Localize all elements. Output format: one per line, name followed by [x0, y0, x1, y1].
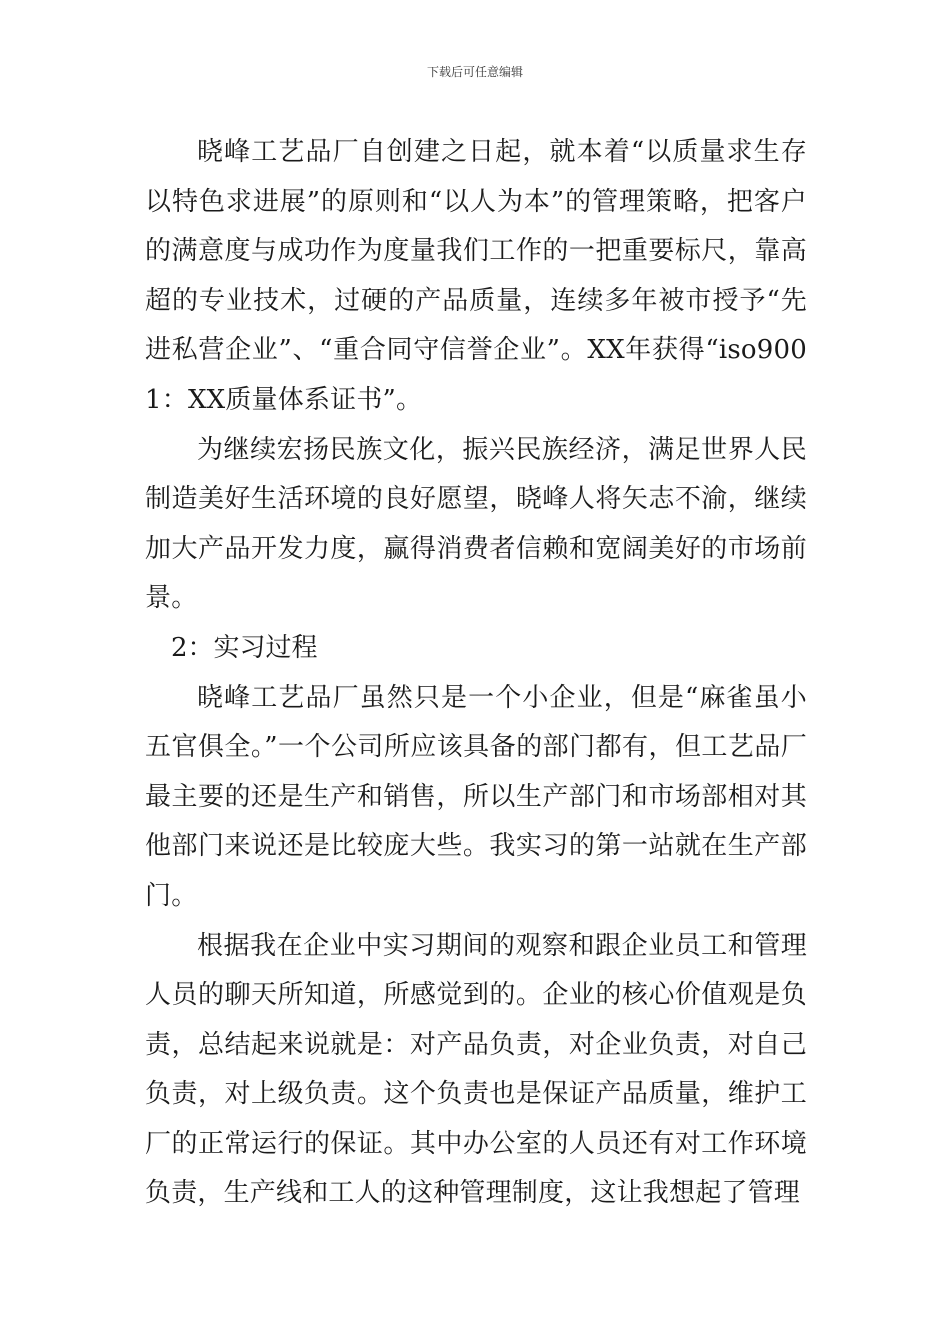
paragraph-core-values: 根据我在企业中实习期间的观察和跟企业员工和管理人员的聊天所知道，所感觉到的。企业的核心价值观是负责，总结起来说就是：对产品负责，对企业负责，对自己负责，对上级负责。这个负责也是保证产品质量，维护工厂的正常运行的保证。其中办公室的人员还有对工作环境负责，生产线和工人的这种管理制度，这让我想起了管理 [145, 930, 807, 1209]
paragraph-departments: 晓峰工艺品厂虽然只是一个小企业，但是“麻雀虽小五官俱全。”一个公司所应该具备的部门都有，但工艺品厂最主要的还是生产和销售，所以生产部门和市场部相对其他部门来说还是比较庞大些。我实习的第一站就在生产部门。 [145, 682, 807, 911]
document-body [145, 128, 807, 1219]
paragraph-company-profile: 晓峰工艺品厂自创建之日起，就本着“以质量求生存以特色求进展”的原则和“以人为本”的管理策略，把客户的满意度与成功作为度量我们工作的一把重要标尺，靠高超的专业技术，过硬的产品质量，连续多年被市授予“先进私营企业”、“重合同守信誉企业”。XX年获得“iso9001：XX质量体系证书”。 [145, 137, 807, 415]
page-header: 下载后可任意编辑 [426, 65, 523, 79]
paragraph-company-vision: 为继续宏扬民族文化，振兴民族经济，满足世界人民制造美好生活环境的良好愿望，晓峰人将矢志不渝，继续加大产品开发力度，赢得消费者信赖和宽阔美好的市场前景。 [145, 434, 807, 614]
section-heading-internship-process: 2：实习过程 [171, 632, 318, 663]
